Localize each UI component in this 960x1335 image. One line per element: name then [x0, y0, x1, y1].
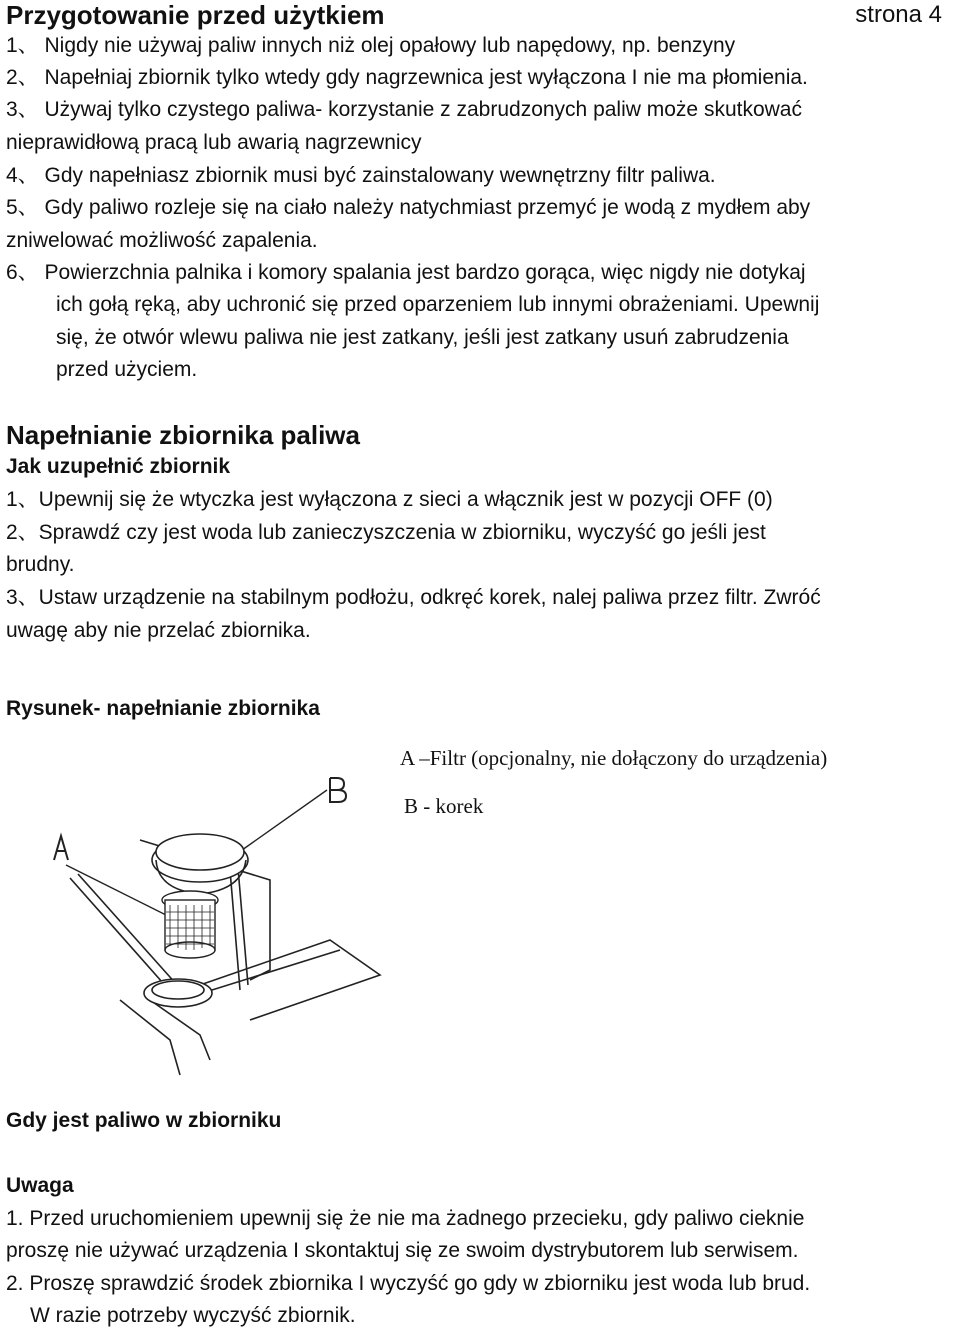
- figure-legend-b: B - korek: [404, 794, 484, 818]
- fuel-cap: [152, 834, 248, 894]
- step-item-continuation: brudny.: [6, 553, 75, 576]
- step-item: 3、Ustaw urządzenie na stabilnym podłożu, odkręć korek, nalej paliwa przez filtr. Zwróć: [6, 586, 821, 609]
- page-title: Przygotowanie przed użytkiem: [6, 0, 385, 30]
- list-item-continuation: nieprawidłową pracą lub awarią nagrzewnicy: [6, 131, 422, 154]
- note-heading: Uwaga: [6, 1174, 74, 1197]
- note-item-continuation: proszę nie używać urządzenia I skontaktuj się ze swoim dystrybutorem lub serwisem.: [6, 1239, 799, 1262]
- section-subheading: Jak uzupełnić zbiornik: [6, 455, 231, 478]
- list-item: 4、 Gdy napełniasz zbiornik musi być zainstalowany wewnętrzny filtr paliwa.: [6, 164, 716, 187]
- label-a-glyph: [54, 836, 68, 860]
- step-item-continuation: uwagę aby nie przelać zbiornika.: [6, 619, 311, 642]
- list-item-continuation: zniwelować możliwość zapalenia.: [6, 229, 318, 252]
- note-item: 1. Przed uruchomieniem upewnij się że nie ma żadnego przecieku, gdy paliwo cieknie: [6, 1207, 805, 1230]
- label-b-glyph: [330, 778, 346, 802]
- list-item-continuation: ich gołą ręką, aby uchronić się przed oparzeniem lub innymi obrażeniami. Upewnij: [56, 293, 820, 316]
- list-item: 6、 Powierzchnia palnika i komory spalania jest bardzo gorąca, więc nigdy nie dotykaj: [6, 261, 806, 284]
- note-item-continuation: W razie potrzeby wyczyść zbiornik.: [30, 1304, 356, 1327]
- list-item-continuation: się, że otwór wlewu paliwa nie jest zatkany, jeśli jest zatkany usuń zabrudzenia: [56, 326, 789, 349]
- note-item: 2. Proszę sprawdzić środek zbiornika I wyczyść go gdy w zbiorniku jest woda lub brud.: [6, 1272, 811, 1295]
- step-item: 1、Upewnij się że wtyczka jest wyłączona z sieci a włącznik jest w pozycji OFF (0): [6, 488, 773, 511]
- fuel-filter: [162, 891, 218, 958]
- list-item: 1、 Nigdy nie używaj paliw innych niż olej opałowy lub napędowy, np. benzyny: [6, 34, 736, 57]
- list-item: 2、 Napełniaj zbiornik tylko wtedy gdy nagrzewnica jest wyłączona I nie ma płomienia.: [6, 66, 808, 89]
- section-heading: Gdy jest paliwo w zbiorniku: [6, 1109, 282, 1132]
- step-item: 2、Sprawdź czy jest woda lub zanieczyszczenia w zbiorniku, wyczyść go jeśli jest: [6, 521, 766, 544]
- section-heading: Napełnianie zbiornika paliwa: [6, 420, 360, 450]
- figure-title: Rysunek- napełnianie zbiornika: [6, 697, 320, 720]
- page-number: strona 4: [855, 1, 942, 28]
- tank-body: [70, 840, 380, 1075]
- list-item-continuation: przed użyciem.: [56, 358, 198, 381]
- filler-neck: [144, 979, 212, 1007]
- list-item: 5、 Gdy paliwo rozleje się na ciało należy natychmiast przemyć je wodą z mydłem aby: [6, 196, 811, 219]
- list-item: 3、 Używaj tylko czystego paliwa- korzystanie z zabrudzonych paliw może skutkować: [6, 98, 802, 121]
- leader-lines: [66, 790, 327, 922]
- figure-legend-a: A –Filtr (opcjonalny, nie dołączony do urządzenia): [400, 746, 828, 770]
